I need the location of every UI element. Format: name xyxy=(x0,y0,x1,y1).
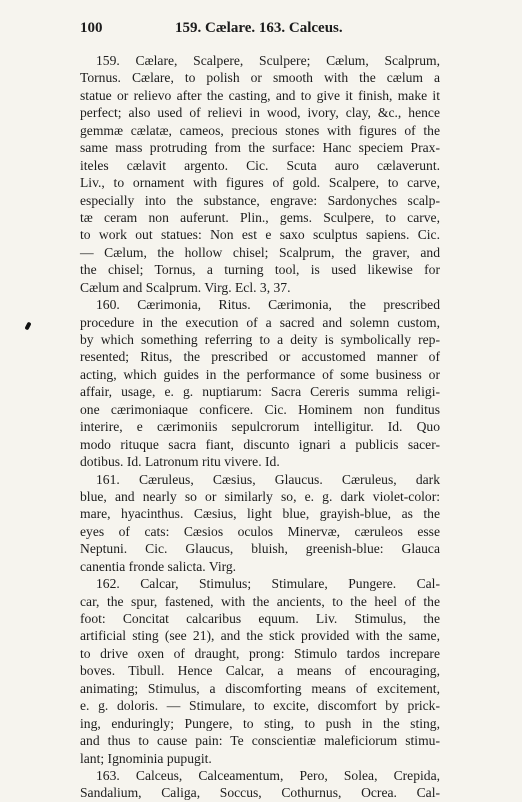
page-number: 100 xyxy=(80,20,103,36)
text-line: 161. Cæruleus, Cæsius, Glaucus. Cæruleus, dark xyxy=(96,471,440,487)
text-line: lant; Ignominia pupugit. xyxy=(80,750,212,766)
text-line: Liv., to ornament with figures of gold. Scalpere, to carve, xyxy=(80,175,440,191)
text-line: Sandalium, Caliga, Soccus, Cothurnus, Ocrea. Cal- xyxy=(80,785,440,801)
text-line: to work out statues: Non est e saxo sculptus sapiens. Cic. xyxy=(80,227,440,243)
text-line: gemmæ cælatæ, cameos, precious stones with figures of the xyxy=(80,122,440,138)
text-line: blue, and nearly so or similarly so, e. g. dark violet-color: xyxy=(80,488,440,504)
text-line: e. g. doloris. — Stimulare, to excite, discomfort by prick- xyxy=(80,698,440,714)
body-text xyxy=(80,52,440,802)
text-line: acting, which guides in the performance of some business or xyxy=(80,366,440,382)
text-line: affair, usage, e. g. nuptiarum: Sacra Cereris summa religi- xyxy=(80,384,440,400)
text-line: iteles cælavit argento. Cic. Scuta auro cælaverunt. xyxy=(80,157,440,173)
text-line: especially into the substance, engrave: Sardonyches scalp- xyxy=(80,192,440,208)
text-line: 163. Calceus, Calceamentum, Pero, Solea, Crepida, xyxy=(96,767,440,783)
text-line: ing, enduringly; Pungere, to sting, to push in the sting, xyxy=(80,715,440,731)
text-line: same mass protruding from the surface: Hanc speciem Prax- xyxy=(80,140,440,156)
running-head: 159. Cælare. 163. Calceus. xyxy=(175,20,343,36)
text-line: mare, hyacinthus. Cæsius, light blue, grayish-blue, as the xyxy=(80,506,440,522)
text-line: dotibus. Id. Latronum ritu vivere. Id. xyxy=(80,454,280,470)
text-line: eyes of cats: Cæsios oculos Minervæ, cæruleos esse xyxy=(80,523,440,539)
text-line: interire, e cærimoniis sepulcrorum intelligitur. Id. Quo xyxy=(80,419,440,435)
text-line: Cælum and Scalprum. Virg. Ecl. 3, 37. xyxy=(80,279,291,295)
text-line: Tornus. Cælare, to polish or smooth with the cælum a xyxy=(80,70,440,86)
margin-mark xyxy=(24,322,31,331)
text-line: animating; Stimulus, a discomforting means of excitement, xyxy=(80,680,440,696)
text-line: procedure in the execution of a sacred and solemn custom, xyxy=(80,314,440,330)
text-line: one cærimoniaque conficere. Cic. Hominem non funditus xyxy=(80,401,440,417)
text-line: 159. Cælare, Scalpere, Sculpere; Cælum, Scalprum, xyxy=(96,53,440,68)
text-line: modo rituque sacra fiant, discunto ignari a publicis sacer- xyxy=(80,436,440,452)
text-line: artificial sting (see 21), and the stick provided with the same, xyxy=(80,628,440,644)
text-line: boves. Tibull. Hence Calcar, a means of encouraging, xyxy=(80,663,440,679)
text-line: 160. Cærimonia, Ritus. Cærimonia, the prescribed xyxy=(96,297,440,313)
text-line: canentia fronde salicta. Virg. xyxy=(80,558,237,574)
text-line: tæ ceram non auferunt. Plin., gems. Sculpere, to carve, xyxy=(80,209,440,225)
text-line: to drive oxen of draught, prong: Stimulo tardos increpare xyxy=(80,645,440,661)
text-line: Neptuni. Cic. Glaucus, bluish, greenish-blue: Glauca xyxy=(80,541,440,557)
text-line: and thus to cause pain: Te conscientiæ maleficiorum stimu- xyxy=(80,733,440,749)
text-line: by which something referring to a deity is symbolically rep- xyxy=(80,332,440,347)
text-line: car, the spur, fastened, with the ancients, to the heel of the xyxy=(80,593,440,609)
text-line: perfect; also used of relievi in wood, ivory, clay, &c., hence xyxy=(80,105,440,121)
text-line: 162. Calcar, Stimulus; Stimulare, Pungere. Cal- xyxy=(96,576,440,592)
text-line: foot: Concitat calcaribus equum. Liv. Stimulus, the xyxy=(80,611,440,626)
page-header xyxy=(80,20,445,42)
text-line: — Cælum, the hollow chisel; Scalprum, the graver, and xyxy=(80,244,440,260)
text-line: the chisel; Tornus, a turning tool, is used likewise for xyxy=(80,262,440,278)
text-line: statue or relievo after the casting, and to give it finish, make it xyxy=(80,87,440,103)
text-line: resented; Ritus, the prescribed or accustomed manner of xyxy=(80,349,440,365)
